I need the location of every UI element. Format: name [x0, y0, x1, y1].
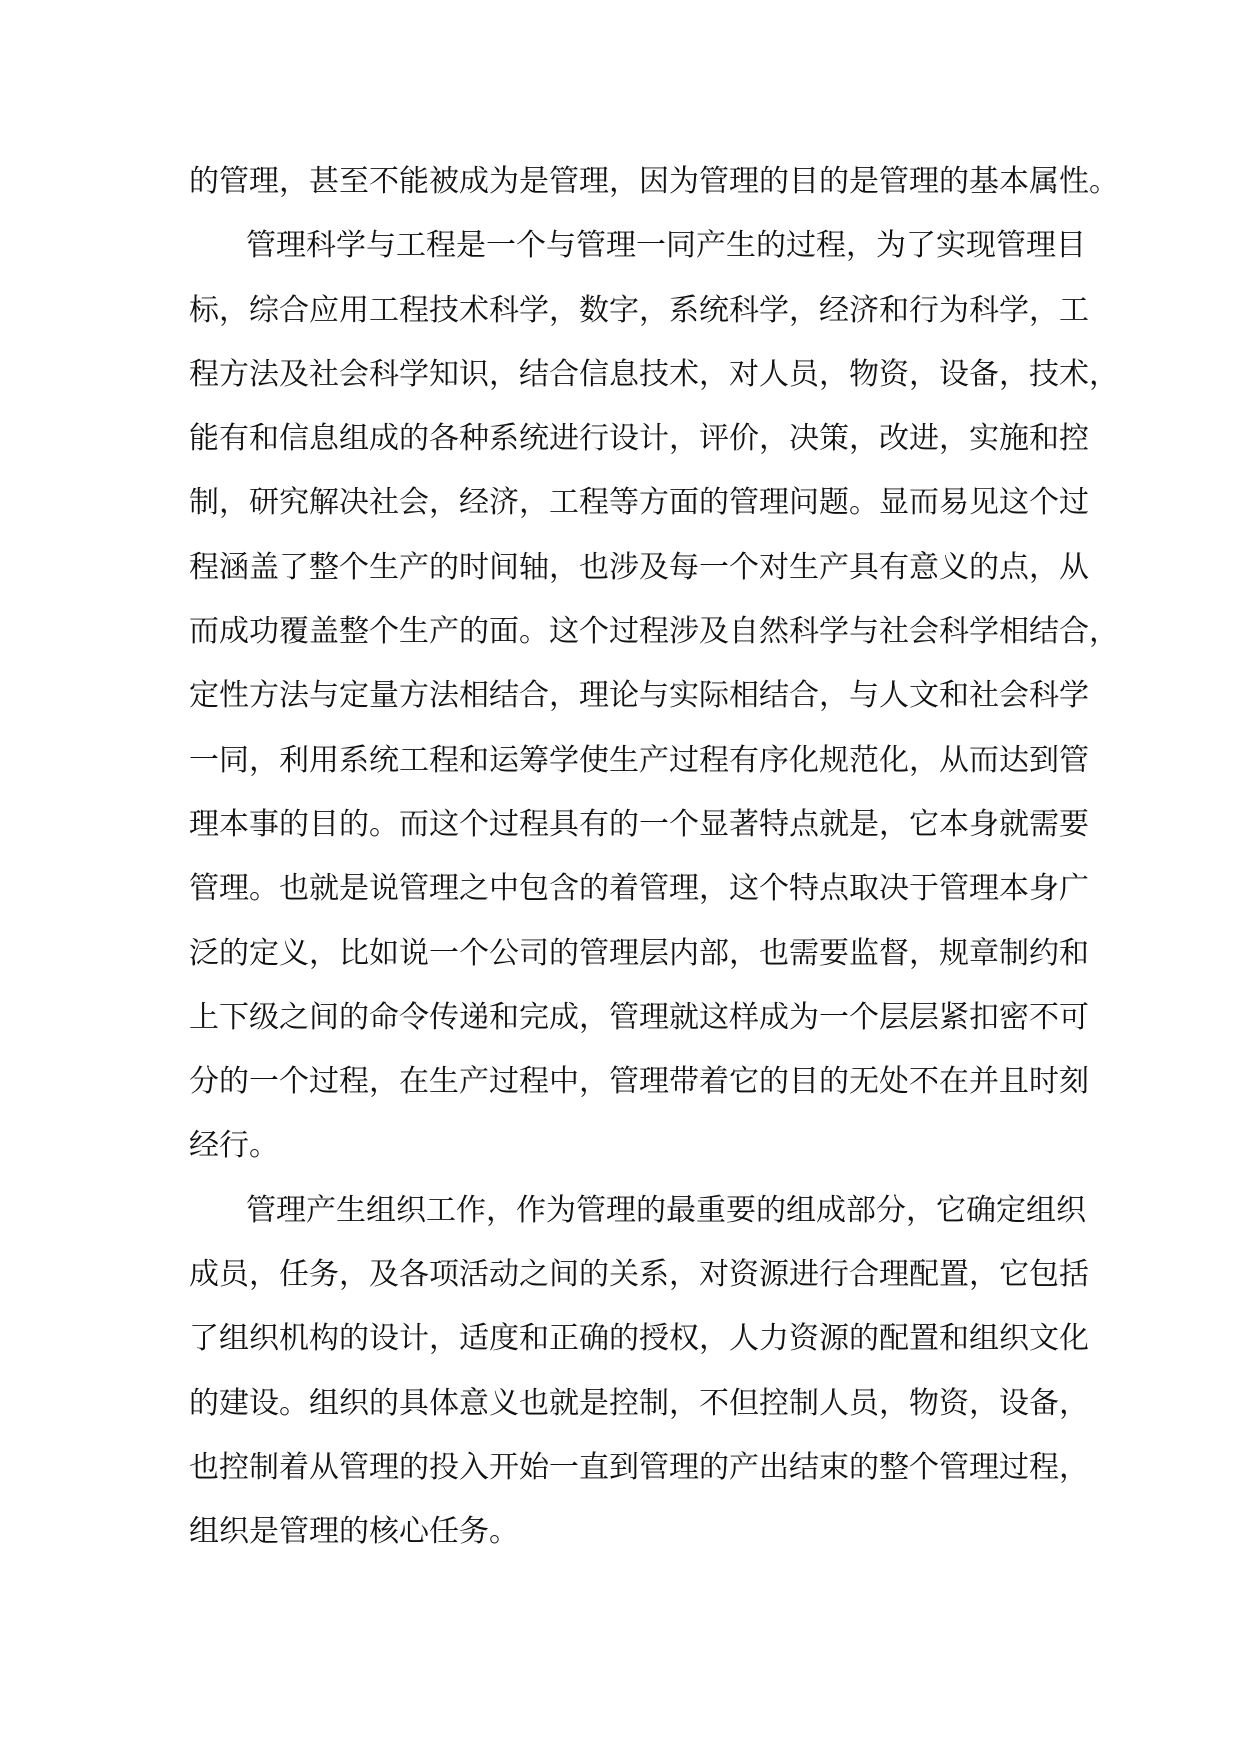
text-line: 制，研究解决社会，经济，工程等方面的管理问题。显而易见这个过	[189, 485, 1089, 521]
text-line: 一同，利用系统工程和运筹学使生产过程有序化规范化，从而达到管	[189, 742, 1089, 778]
paragraph-3	[189, 1179, 1089, 1565]
text-line: 管理。也就是说管理之中包含的着管理，这个特点取决于管理本身广	[189, 871, 1089, 907]
text-line: 也控制着从管理的投入开始一直到管理的产出结束的整个管理过程，	[189, 1449, 1089, 1485]
text-line: 了组织机构的设计，适度和正确的授权，人力资源的配置和组织文化	[189, 1321, 1089, 1357]
text-line: 程方法及社会科学知识，结合信息技术，对人员，物资，设备，技术，	[189, 356, 1119, 392]
text-line: 而成功覆盖整个生产的面。这个过程涉及自然科学与社会科学相结合，	[189, 614, 1119, 650]
text-line: 分的一个过程，在生产过程中，管理带着它的目的无处不在并且时刻	[189, 1064, 1089, 1100]
text-line: 经行。	[189, 1128, 279, 1164]
text-line: 能有和信息组成的各种系统进行设计，评价，决策，改进，实施和控	[189, 421, 1089, 457]
text-line: 定性方法与定量方法相结合，理论与实际相结合，与人文和社会科学	[189, 678, 1089, 714]
text-line: 管理科学与工程是一个与管理一同产生的过程，为了实现管理目	[246, 228, 1086, 264]
text-line: 标，综合应用工程技术科学，数字，系统科学，经济和行为科学，工	[189, 292, 1089, 328]
text-line: 程涵盖了整个生产的时间轴，也涉及每一个对生产具有意义的点，从	[189, 549, 1089, 585]
text-line: 泛的定义，比如说一个公司的管理层内部，也需要监督，规章制约和	[189, 935, 1089, 971]
text-line: 理本事的目的。而这个过程具有的一个显著特点就是，它本身就需要	[189, 806, 1089, 842]
paragraph-2	[189, 214, 1119, 1178]
text-line: 的建设。组织的具体意义也就是控制，不但控制人员，物资，设备，	[189, 1385, 1089, 1421]
paragraph-1	[189, 150, 1119, 214]
text-line: 成员，任务，及各项活动之间的关系，对资源进行合理配置，它包括	[189, 1257, 1089, 1293]
text-line: 组织是管理的核心任务。	[189, 1514, 519, 1550]
text-line: 上下级之间的命令传递和完成，管理就这样成为一个层层紧扣密不可	[189, 999, 1089, 1035]
text-line: 管理产生组织工作，作为管理的最重要的组成部分，它确定组织	[246, 1192, 1086, 1228]
body-text	[189, 150, 1119, 1565]
text-line: 的管理，甚至不能被成为是管理，因为管理的目的是管理的基本属性。	[189, 164, 1119, 199]
